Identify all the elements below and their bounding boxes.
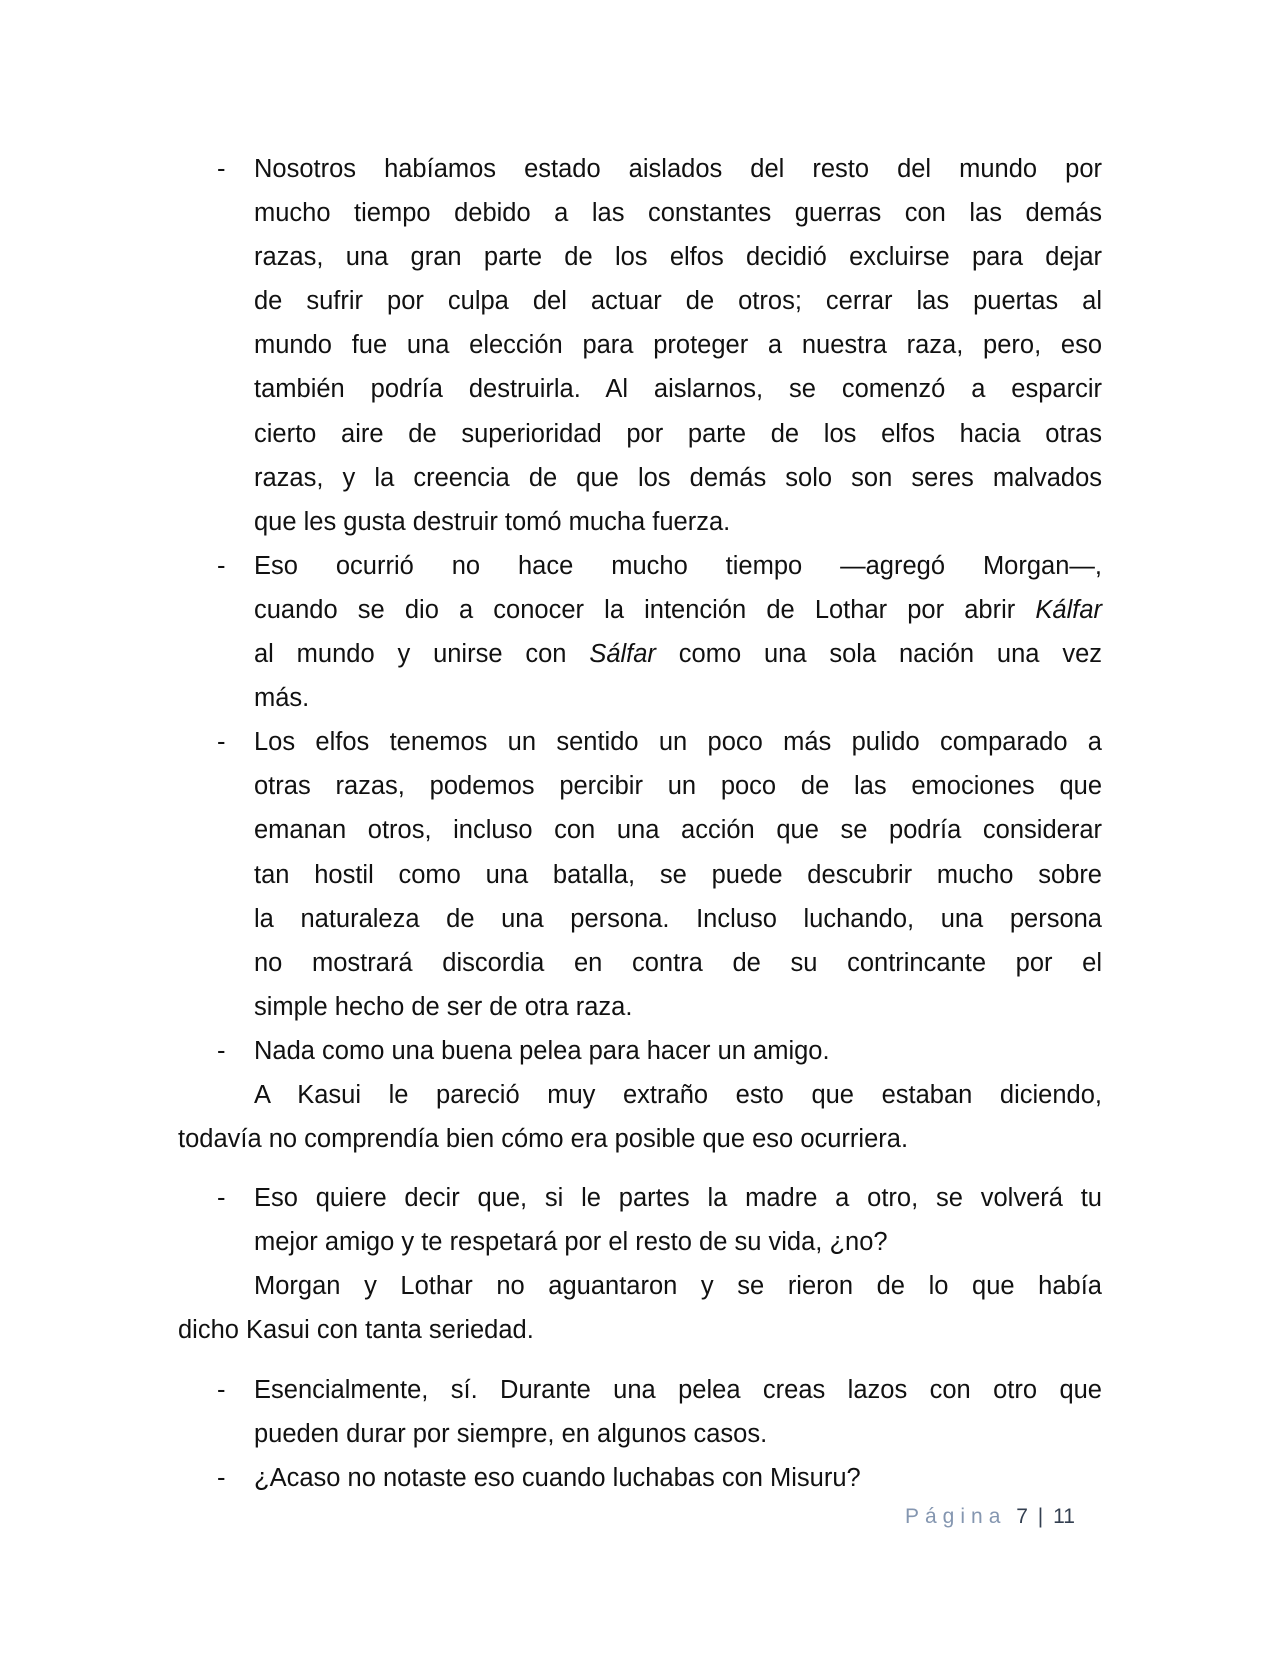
line-text [178, 1073, 1102, 1117]
narrative-paragraph [178, 1264, 1102, 1352]
text-run: Morgan y Lothar no aguantaron y se rieron de lo que había [254, 1272, 1102, 1301]
line-text [254, 235, 1102, 279]
text-line [178, 853, 1102, 897]
line-text [254, 764, 1102, 808]
line-text [254, 941, 1102, 985]
text-run: tan hostil como una batalla, se puede descubrir mucho sobre [254, 860, 1102, 889]
text-line [178, 1073, 1102, 1117]
text-run: mundo fue una elección para proteger a nuestra raza, pero, eso [254, 331, 1102, 360]
text-run: otras razas, podemos percibir un poco de las emociones que [254, 772, 1102, 801]
text-line [178, 1029, 1102, 1073]
text-line [178, 941, 1102, 985]
line-text [254, 191, 1102, 235]
text-run: Eso quiere decir que, si le partes la madre a otro, se volverá tu [254, 1184, 1102, 1213]
page-separator: | [1037, 1505, 1044, 1528]
line-text [254, 985, 1102, 1029]
line-text [254, 1176, 1102, 1220]
line-text [254, 544, 1102, 588]
text-line [178, 235, 1102, 279]
text-run: Eso ocurrió no hace mucho tiempo —agregó Morgan—, [254, 551, 1102, 580]
line-text [254, 897, 1102, 941]
text-run: razas, y la creencia de que los demás solo son seres malvados [254, 463, 1102, 492]
text-line [178, 544, 1102, 588]
page-label: Página [905, 1505, 1007, 1528]
line-text [254, 279, 1102, 323]
line-text [254, 808, 1102, 852]
text-run: de sufrir por culpa del actuar de otros; cerrar las puertas al [254, 287, 1102, 316]
text-run: no mostrará discordia en contra de su contrincante por el [254, 948, 1102, 977]
text-line [178, 985, 1102, 1029]
text-run: emanan otros, incluso con una acción que se podría considerar [254, 816, 1102, 845]
text-line [178, 1264, 1102, 1308]
dash-marker: - [217, 728, 226, 757]
paragraph-gap [178, 1161, 1102, 1176]
text-line [178, 676, 1102, 720]
text-line [178, 1220, 1102, 1264]
line-text [178, 1117, 1102, 1161]
line-text [254, 500, 1102, 544]
text-run: también podría destruirla. Al aislarnos, se comenzó a esparcir [254, 375, 1102, 404]
dialogue-item [178, 1368, 1102, 1456]
document-body [178, 147, 1102, 1500]
text-line [178, 720, 1102, 764]
text-run: Esencialmente, sí. Durante una pelea creas lazos con otro que [254, 1375, 1102, 1404]
text-run: más. [254, 684, 310, 713]
text-line [178, 500, 1102, 544]
text-line [178, 764, 1102, 808]
line-text [254, 367, 1102, 411]
text-run: cuando se dio a conocer la intención de Lothar por abrir [254, 595, 1036, 624]
text-line [178, 588, 1102, 632]
text-line [178, 279, 1102, 323]
dash-marker: - [217, 551, 226, 580]
text-run: dicho Kasui con tanta seriedad. [178, 1316, 534, 1345]
text-line [178, 323, 1102, 367]
text-line [178, 1176, 1102, 1220]
text-line [178, 1412, 1102, 1456]
line-text [254, 456, 1102, 500]
text-run: Los elfos tenemos un sentido un poco más pulido comparado a [254, 728, 1102, 757]
text-run: al mundo y unirse con [254, 640, 590, 669]
text-line [178, 1456, 1102, 1500]
text-run: que les gusta destruir tomó mucha fuerza. [254, 507, 731, 536]
dash-marker: - [217, 1375, 226, 1404]
text-run: cierto aire de superioridad por parte de los elfos hacia otras [254, 419, 1102, 448]
line-text [254, 1368, 1102, 1412]
line-text [254, 412, 1102, 456]
dash-marker: - [217, 1036, 226, 1065]
text-line [178, 191, 1102, 235]
line-text [254, 1029, 1102, 1073]
line-text [254, 588, 1102, 632]
line-text [178, 1308, 1102, 1352]
dialogue-item [178, 1456, 1102, 1500]
line-text [254, 1456, 1102, 1500]
paragraph-gap [178, 1353, 1102, 1368]
text-run: mejor amigo y te respetará por el resto de su vida, ¿no? [254, 1228, 888, 1257]
text-run: pueden durar por siempre, en algunos casos. [254, 1419, 768, 1448]
line-text [178, 1264, 1102, 1308]
text-run: mucho tiempo debido a las constantes guerras con las demás [254, 199, 1102, 228]
italic-term: Sálfar [589, 640, 656, 669]
text-line [178, 456, 1102, 500]
narrative-paragraph [178, 1073, 1102, 1161]
text-run: simple hecho de ser de otra raza. [254, 992, 633, 1021]
text-line [178, 808, 1102, 852]
text-line [178, 1368, 1102, 1412]
line-text [254, 1220, 1102, 1264]
text-line [178, 1308, 1102, 1352]
page-footer [905, 1505, 1075, 1529]
text-run: A Kasui le pareció muy extraño esto que estaban diciendo, [254, 1080, 1102, 1109]
text-run: la naturaleza de una persona. Incluso luchando, una persona [254, 904, 1102, 933]
dash-marker: - [217, 155, 226, 183]
text-run: todavía no comprendía bien cómo era posible que eso ocurriera. [178, 1125, 909, 1154]
dialogue-item [178, 720, 1102, 1029]
line-text [254, 323, 1102, 367]
dialogue-item [178, 1029, 1102, 1073]
line-text [254, 147, 1102, 191]
text-run: ¿Acaso no notaste eso cuando luchabas con Misuru? [254, 1463, 861, 1492]
dialogue-item [178, 544, 1102, 720]
italic-term: Kálfar [1035, 595, 1102, 624]
line-text [254, 853, 1102, 897]
text-line [178, 367, 1102, 411]
dash-marker: - [217, 1184, 226, 1213]
page-total: 11 [1053, 1505, 1075, 1528]
text-run: razas, una gran parte de los elfos decidió excluirse para dejar [254, 243, 1102, 272]
text-line [178, 632, 1102, 676]
text-line [178, 147, 1102, 191]
page-number: 7 [1016, 1505, 1028, 1528]
text-run: como una sola nación una vez [655, 640, 1102, 669]
dash-marker: - [217, 1463, 226, 1492]
line-text [254, 720, 1102, 764]
text-line [178, 897, 1102, 941]
line-text [254, 676, 1102, 720]
dialogue-item [178, 1176, 1102, 1264]
text-line [178, 1117, 1102, 1161]
text-line [178, 412, 1102, 456]
text-run: Nosotros habíamos estado aislados del resto del mundo por [254, 155, 1102, 183]
line-text [254, 1412, 1102, 1456]
text-run: Nada como una buena pelea para hacer un amigo. [254, 1036, 830, 1065]
dialogue-item [178, 147, 1102, 544]
line-text [254, 632, 1102, 676]
